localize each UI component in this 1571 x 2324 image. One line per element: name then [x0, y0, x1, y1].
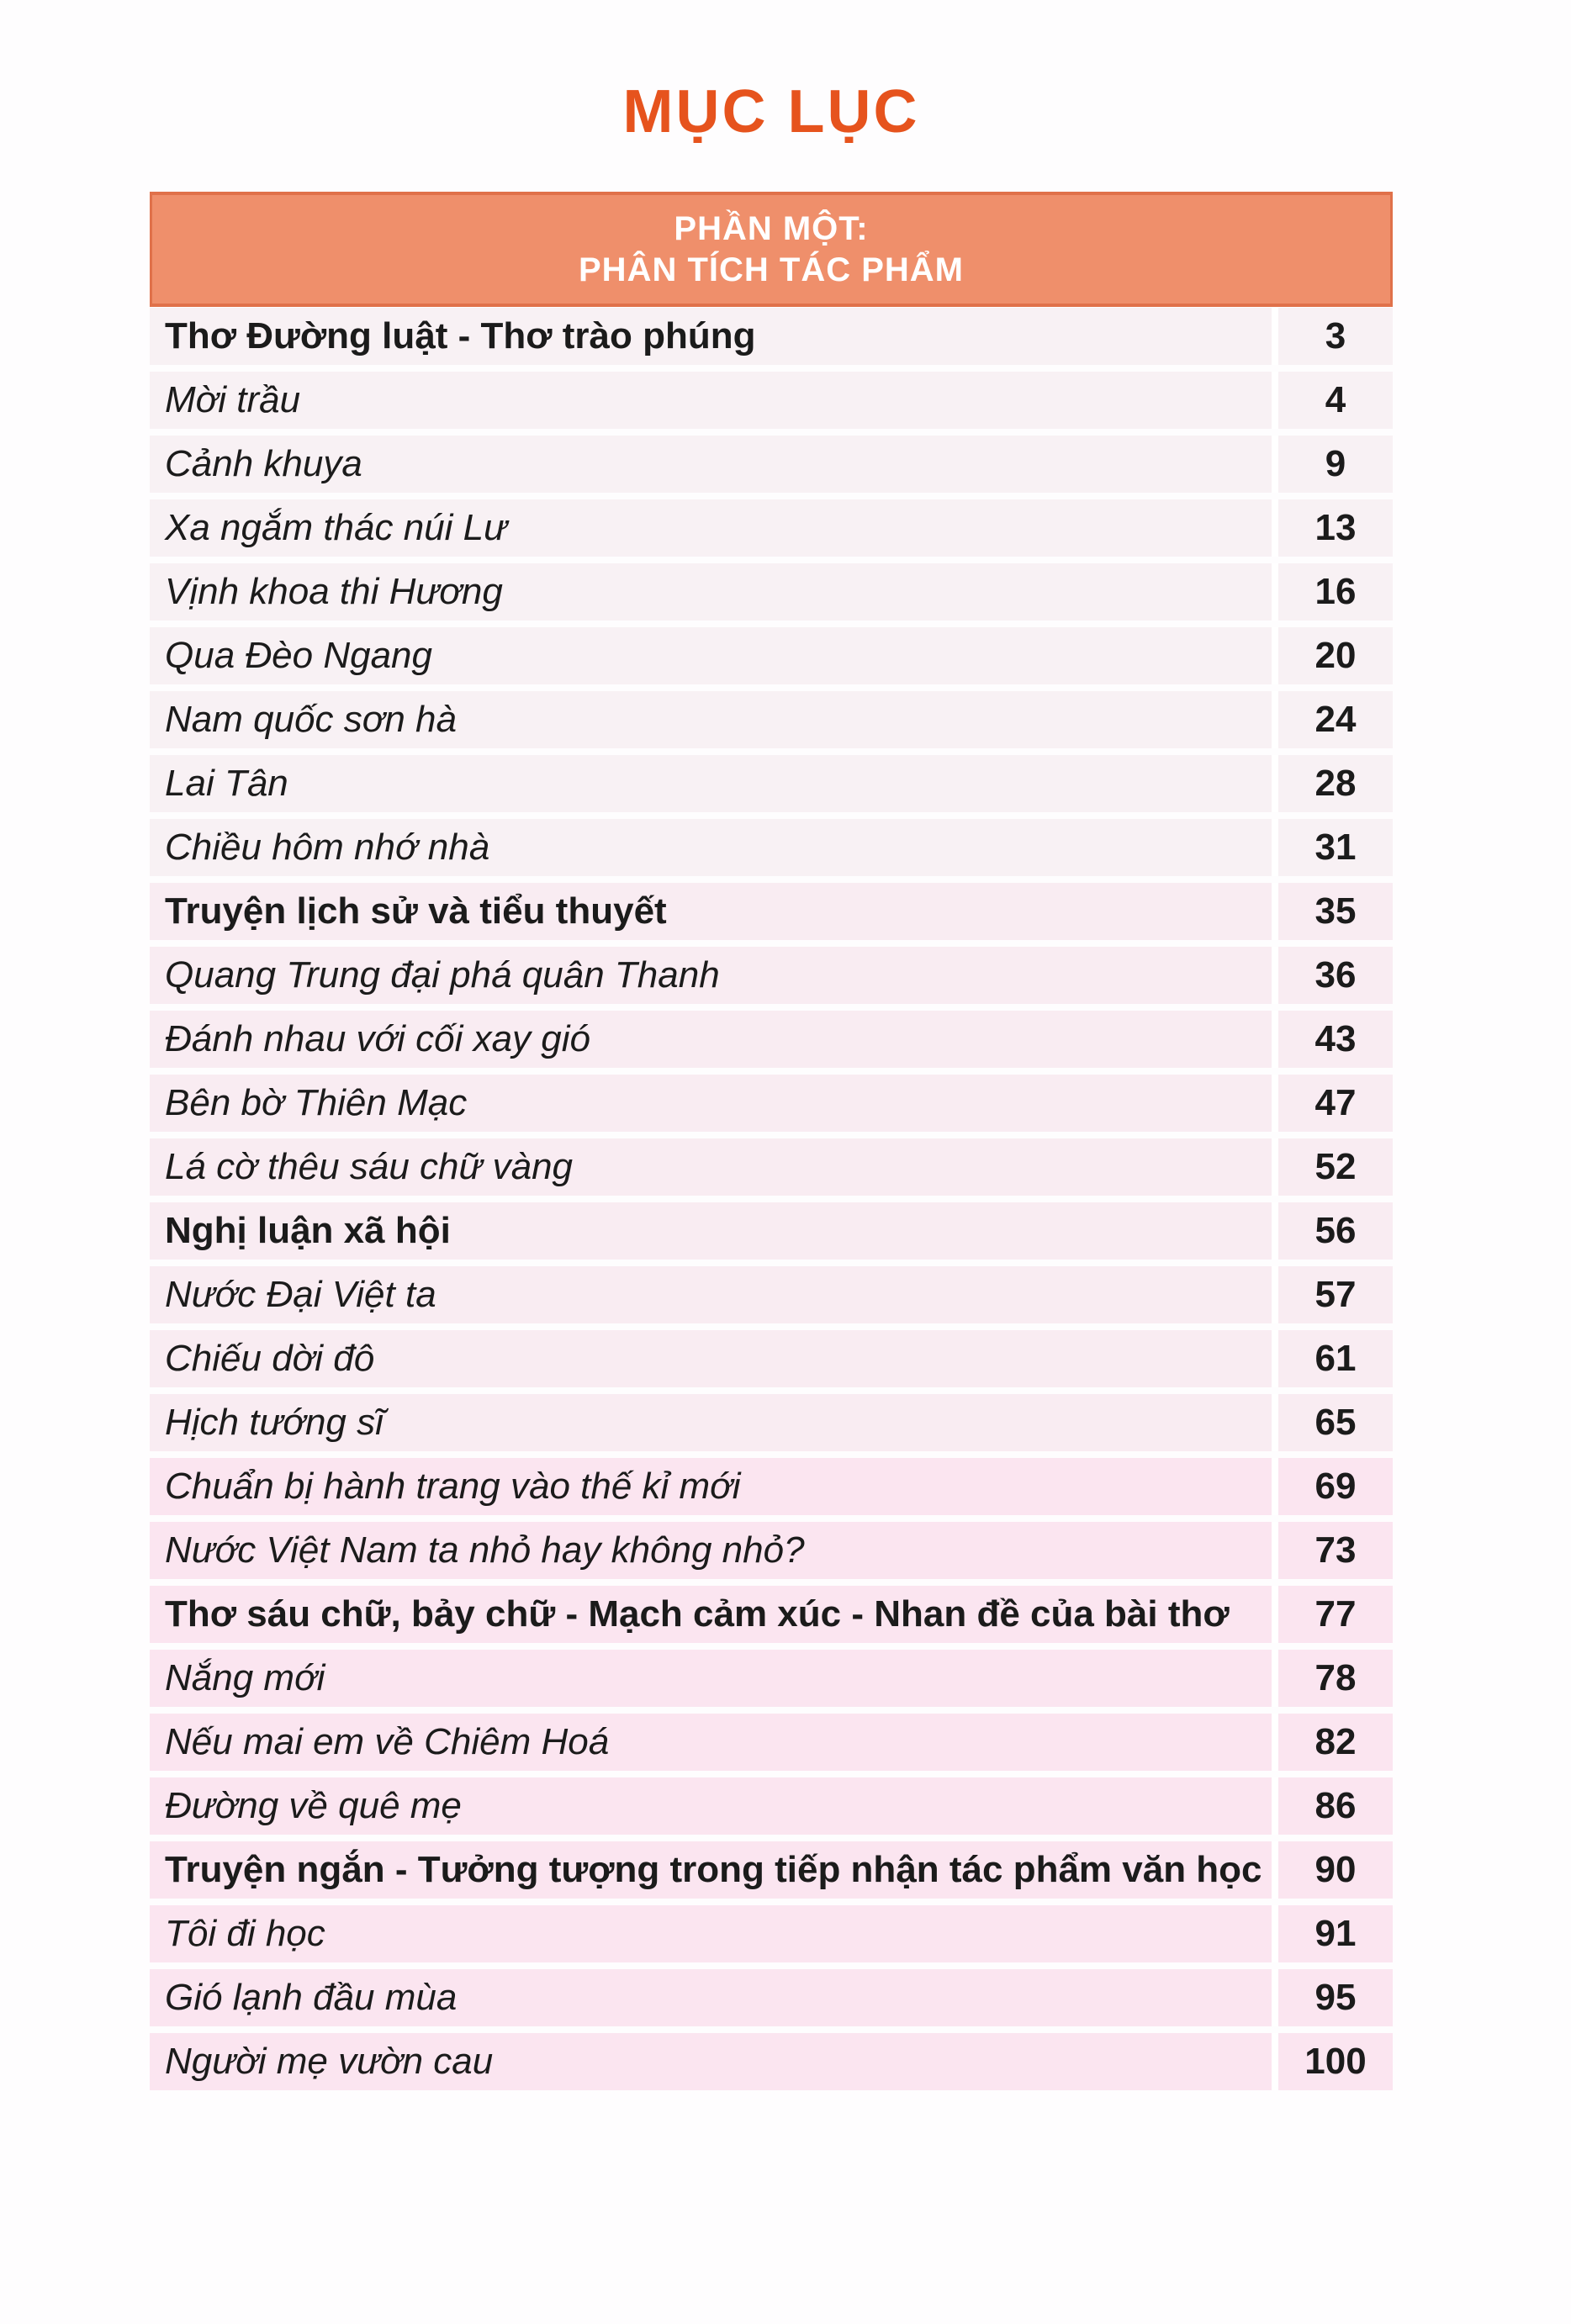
toc-entry-page-number: 95	[1272, 1969, 1393, 2026]
toc-row	[150, 1330, 1393, 1387]
toc-entry-page-number: 56	[1272, 1202, 1393, 1260]
toc-entry-title: Truyện ngắn - Tưởng tượng trong tiếp nhận tác phẩm văn học	[165, 1849, 1262, 1890]
toc-row	[150, 1138, 1393, 1196]
section-banner-line1: PHẦN MỘT:	[674, 209, 869, 247]
toc-entry-page-number: 65	[1272, 1394, 1393, 1451]
toc-entry-title: Gió lạnh đầu mùa	[165, 1977, 458, 2018]
toc-entry-page-number: 82	[1272, 1714, 1393, 1771]
toc-row	[150, 1202, 1393, 1260]
toc-entry-title: Nước Đại Việt ta	[165, 1274, 436, 1315]
toc-entry-page-number: 47	[1272, 1075, 1393, 1132]
toc-entry-title: Vịnh khoa thi Hương	[165, 571, 503, 612]
toc-entry-title: Mời trầu	[165, 379, 301, 420]
toc-row	[150, 436, 1393, 493]
toc-row	[150, 819, 1393, 876]
toc-row	[150, 627, 1393, 684]
toc-entry-title: Xa ngắm thác núi Lư	[165, 507, 508, 548]
toc-row	[150, 1650, 1393, 1707]
toc-entry-title: Nước Việt Nam ta nhỏ hay không nhỏ?	[165, 1529, 805, 1571]
toc-entry-page-number: 4	[1272, 372, 1393, 429]
section-banner-line2: PHÂN TÍCH TÁC PHẨM	[579, 251, 964, 288]
toc-row	[150, 563, 1393, 621]
toc-entry-page-number: 90	[1272, 1841, 1393, 1899]
toc-entry-page-number: 78	[1272, 1650, 1393, 1707]
toc-row	[150, 883, 1393, 940]
toc-entry-page-number: 16	[1272, 563, 1393, 621]
toc-entry-page-number: 31	[1272, 819, 1393, 876]
toc-entry-page-number: 3	[1272, 308, 1393, 365]
toc-entry-title: Nếu mai em về Chiêm Hoá	[165, 1721, 610, 1762]
toc-entry-page-number: 86	[1272, 1777, 1393, 1835]
toc-row	[150, 1522, 1393, 1579]
toc-entry-title: Chiếu dời đô	[165, 1338, 375, 1379]
toc-row	[150, 308, 1393, 365]
toc-entry-page-number: 24	[1272, 691, 1393, 748]
toc-row	[150, 1841, 1393, 1899]
toc-entry-page-number: 28	[1272, 755, 1393, 812]
toc-entry-title: Nghị luận xã hội	[165, 1210, 451, 1251]
page-title: MỤC LỤC	[622, 78, 920, 145]
toc-entry-page-number: 20	[1272, 627, 1393, 684]
toc-entry-title: Đánh nhau với cối xay gió	[165, 1018, 590, 1059]
toc-row	[150, 499, 1393, 557]
toc-entry-page-number: 13	[1272, 499, 1393, 557]
toc-row	[150, 691, 1393, 748]
toc-row	[150, 1458, 1393, 1515]
toc-entry-title: Lai Tân	[165, 763, 288, 804]
toc-entry-title: Thơ Đường luật - Thơ trào phúng	[165, 315, 756, 357]
toc-entry-title: Chiều hôm nhớ nhà	[165, 827, 490, 868]
toc-entry-page-number: 61	[1272, 1330, 1393, 1387]
toc-entry-page-number: 77	[1272, 1586, 1393, 1643]
toc-entry-title: Cảnh khuya	[165, 443, 362, 484]
toc-row	[150, 755, 1393, 812]
toc-entry-page-number: 57	[1272, 1266, 1393, 1323]
toc-entry-title: Nam quốc sơn hà	[165, 699, 457, 740]
toc-entry-page-number: 100	[1272, 2033, 1393, 2090]
toc-row	[150, 1969, 1393, 2026]
section-banner	[150, 192, 1393, 307]
toc-list	[150, 308, 1393, 2090]
toc-entry-page-number: 69	[1272, 1458, 1393, 1515]
toc-entry-page-number: 52	[1272, 1138, 1393, 1196]
toc-row	[150, 1266, 1393, 1323]
toc-row	[150, 1394, 1393, 1451]
toc-entry-title: Bên bờ Thiên Mạc	[165, 1082, 468, 1123]
toc-row	[150, 1586, 1393, 1643]
toc-entry-title: Tôi đi học	[165, 1913, 325, 1954]
toc-row	[150, 1075, 1393, 1132]
toc-row	[150, 1714, 1393, 1771]
toc-entry-page-number: 73	[1272, 1522, 1393, 1579]
toc-entry-page-number: 43	[1272, 1011, 1393, 1068]
toc-entry-title: Qua Đèo Ngang	[165, 635, 432, 676]
toc-row	[150, 1011, 1393, 1068]
toc-entry-page-number: 9	[1272, 436, 1393, 493]
toc-entry-title: Quang Trung đại phá quân Thanh	[165, 954, 720, 996]
toc-entry-title: Người mẹ vườn cau	[165, 2041, 494, 2082]
toc-entry-title: Đường về quê mẹ	[165, 1785, 462, 1826]
toc-entry-title: Truyện lịch sử và tiểu thuyết	[165, 890, 667, 932]
toc-entry-page-number: 35	[1272, 883, 1393, 940]
toc-row	[150, 1777, 1393, 1835]
toc-entry-page-number: 36	[1272, 947, 1393, 1004]
toc-entry-title: Chuẩn bị hành trang vào thế kỉ mới	[165, 1466, 741, 1507]
toc-entry-title: Hịch tướng sĩ	[165, 1402, 383, 1443]
toc-entry-page-number: 91	[1272, 1905, 1393, 1962]
toc-entry-title: Thơ sáu chữ, bảy chữ - Mạch cảm xúc - Nhan đề của bài thơ	[165, 1593, 1230, 1635]
toc-row	[150, 372, 1393, 429]
toc-row	[150, 947, 1393, 1004]
toc-row	[150, 2033, 1393, 2090]
toc-entry-title: Nắng mới	[165, 1657, 325, 1698]
toc-row	[150, 1905, 1393, 1962]
toc-entry-title: Lá cờ thêu sáu chữ vàng	[165, 1146, 574, 1187]
